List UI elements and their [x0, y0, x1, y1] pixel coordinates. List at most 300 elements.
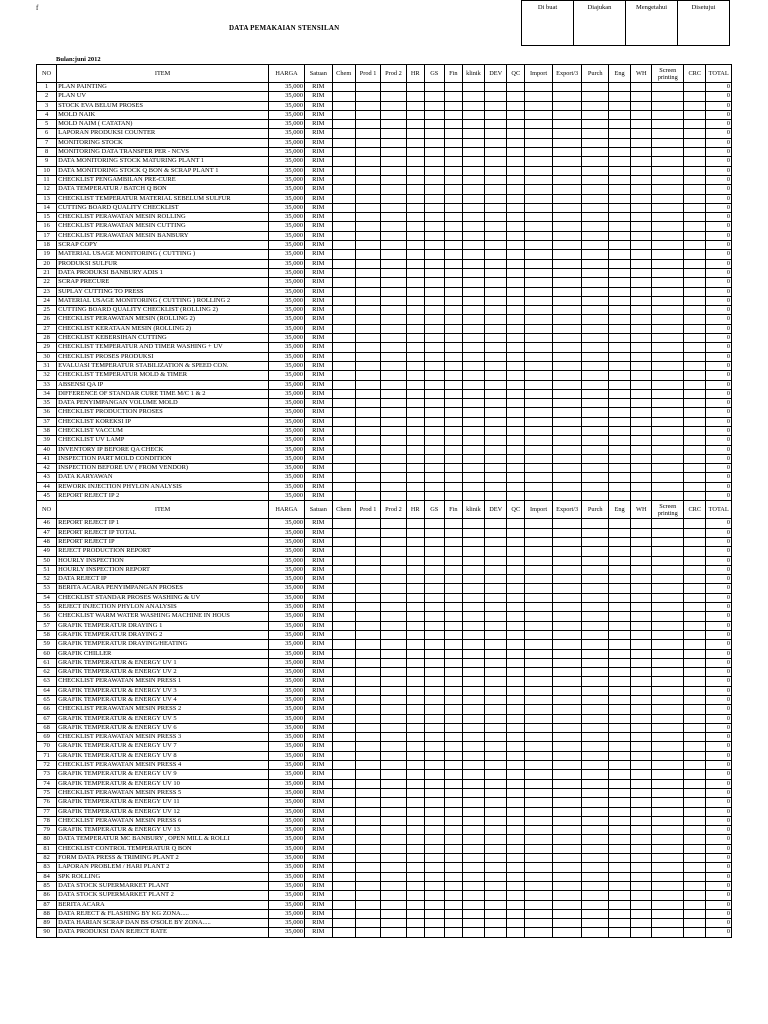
department-cell — [652, 231, 684, 240]
department-cell — [424, 751, 444, 760]
department-cell — [631, 696, 652, 705]
department-cell — [406, 603, 424, 612]
department-cell — [406, 194, 424, 203]
department-cell — [381, 807, 406, 816]
department-cell — [684, 138, 706, 147]
department-cell — [406, 222, 424, 231]
total-cell: 0 — [706, 723, 732, 732]
department-cell — [355, 696, 380, 705]
department-cell — [631, 844, 652, 853]
department-cell — [462, 919, 484, 928]
table-row — [37, 835, 732, 844]
department-cell — [525, 742, 553, 751]
department-cell — [424, 723, 444, 732]
department-cell — [608, 928, 630, 937]
department-cell — [381, 473, 406, 482]
table-row — [37, 213, 732, 222]
department-cell — [652, 194, 684, 203]
department-cell — [444, 324, 462, 333]
department-cell — [525, 658, 553, 667]
department-cell — [485, 816, 507, 825]
department-cell — [355, 138, 380, 147]
column-header: Screen printing — [652, 501, 684, 519]
unit-cell: RIM — [305, 621, 333, 630]
department-cell — [507, 101, 525, 110]
department-cell — [406, 380, 424, 389]
department-cell — [485, 705, 507, 714]
department-cell — [444, 612, 462, 621]
department-cell — [424, 334, 444, 343]
department-cell — [525, 129, 553, 138]
department-cell — [582, 798, 608, 807]
unit-cell: RIM — [305, 686, 333, 695]
department-cell — [332, 389, 355, 398]
department-cell — [332, 492, 355, 501]
department-cell — [355, 399, 380, 408]
department-cell — [406, 157, 424, 166]
department-cell — [608, 380, 630, 389]
department-cell — [485, 881, 507, 890]
department-cell — [582, 556, 608, 565]
department-cell — [507, 900, 525, 909]
item-name: CHECKLIST PERAWATAN MESIN ROLLING — [57, 213, 269, 222]
price-cell: 35,000 — [269, 788, 305, 797]
table-row — [37, 751, 732, 760]
department-cell — [608, 547, 630, 556]
department-cell — [424, 779, 444, 788]
department-cell — [381, 445, 406, 454]
department-cell — [406, 343, 424, 352]
department-cell — [552, 770, 582, 779]
department-cell — [355, 630, 380, 639]
department-cell — [485, 334, 507, 343]
department-cell — [381, 798, 406, 807]
department-cell — [406, 816, 424, 825]
department-cell — [684, 371, 706, 380]
row-number: 62 — [37, 668, 57, 677]
column-header: TOTAL — [706, 65, 732, 83]
department-cell — [444, 863, 462, 872]
department-cell — [507, 231, 525, 240]
price-cell: 35,000 — [269, 909, 305, 918]
item-name: GRAFIK TEMPERATUR & ENERGY UV 4 — [57, 696, 269, 705]
document-title: DATA PEMAKAIAN STENSILAN — [229, 24, 340, 32]
department-cell — [525, 306, 553, 315]
department-cell — [355, 742, 380, 751]
department-cell — [424, 770, 444, 779]
department-cell — [631, 436, 652, 445]
department-cell — [684, 779, 706, 788]
department-cell — [406, 891, 424, 900]
total-cell: 0 — [706, 445, 732, 454]
department-cell — [582, 241, 608, 250]
department-cell — [406, 640, 424, 649]
department-cell — [631, 900, 652, 909]
unit-cell: RIM — [305, 612, 333, 621]
department-cell — [552, 278, 582, 287]
department-cell — [608, 556, 630, 565]
department-cell — [355, 770, 380, 779]
department-cell — [332, 259, 355, 268]
department-cell — [462, 296, 484, 305]
department-cell — [652, 138, 684, 147]
total-cell: 0 — [706, 835, 732, 844]
department-cell — [424, 361, 444, 370]
price-cell: 35,000 — [269, 696, 305, 705]
column-header: Satuan — [305, 65, 333, 83]
department-cell — [485, 241, 507, 250]
department-cell — [332, 919, 355, 928]
department-cell — [552, 241, 582, 250]
row-number: 17 — [37, 231, 57, 240]
department-cell — [631, 686, 652, 695]
department-cell — [406, 798, 424, 807]
department-cell — [485, 352, 507, 361]
department-cell — [332, 807, 355, 816]
department-cell — [462, 779, 484, 788]
price-cell: 35,000 — [269, 928, 305, 937]
column-header: Fin — [444, 501, 462, 519]
department-cell — [582, 138, 608, 147]
department-cell — [684, 250, 706, 259]
department-cell — [652, 343, 684, 352]
department-cell — [485, 668, 507, 677]
department-cell — [406, 807, 424, 816]
table-row — [37, 185, 732, 194]
department-cell — [462, 315, 484, 324]
table-row — [37, 891, 732, 900]
total-cell: 0 — [706, 919, 732, 928]
department-cell — [507, 315, 525, 324]
department-cell — [424, 863, 444, 872]
table-row — [37, 175, 732, 184]
total-cell: 0 — [706, 593, 732, 602]
price-cell: 35,000 — [269, 593, 305, 602]
department-cell — [406, 668, 424, 677]
total-cell: 0 — [706, 816, 732, 825]
row-number: 57 — [37, 621, 57, 630]
department-cell — [652, 872, 684, 881]
department-cell — [485, 872, 507, 881]
department-cell — [332, 426, 355, 435]
row-number: 21 — [37, 268, 57, 277]
column-header: NO — [37, 501, 57, 519]
department-cell — [355, 751, 380, 760]
department-cell — [582, 83, 608, 92]
department-cell — [684, 120, 706, 129]
department-cell — [332, 733, 355, 742]
price-cell: 35,000 — [269, 779, 305, 788]
department-cell — [552, 788, 582, 797]
department-cell — [444, 677, 462, 686]
department-cell — [652, 482, 684, 491]
department-cell — [485, 742, 507, 751]
item-name: CHECKLIST PERAWATAN MESIN PRESS 6 — [57, 816, 269, 825]
department-cell — [485, 222, 507, 231]
unit-cell: RIM — [305, 556, 333, 565]
department-cell — [631, 556, 652, 565]
department-cell — [652, 278, 684, 287]
department-cell — [485, 315, 507, 324]
total-cell: 0 — [706, 231, 732, 240]
department-cell — [525, 881, 553, 890]
department-cell — [552, 231, 582, 240]
department-cell — [552, 816, 582, 825]
row-number: 13 — [37, 194, 57, 203]
department-cell — [608, 334, 630, 343]
department-cell — [424, 166, 444, 175]
department-cell — [684, 454, 706, 463]
department-cell — [507, 537, 525, 546]
department-cell — [652, 380, 684, 389]
column-header: NO — [37, 65, 57, 83]
department-cell — [684, 482, 706, 491]
unit-cell: RIM — [305, 492, 333, 501]
department-cell — [355, 222, 380, 231]
department-cell — [684, 408, 706, 417]
department-cell — [444, 705, 462, 714]
department-cell — [462, 138, 484, 147]
department-cell — [525, 603, 553, 612]
department-cell — [552, 686, 582, 695]
department-cell — [684, 361, 706, 370]
unit-cell: RIM — [305, 371, 333, 380]
department-cell — [485, 185, 507, 194]
column-header: Eng — [608, 501, 630, 519]
row-number: 24 — [37, 296, 57, 305]
department-cell — [631, 537, 652, 546]
department-cell — [582, 454, 608, 463]
price-cell: 35,000 — [269, 705, 305, 714]
department-cell — [332, 445, 355, 454]
department-cell — [406, 101, 424, 110]
department-cell — [507, 788, 525, 797]
department-cell — [684, 733, 706, 742]
row-number: 45 — [37, 492, 57, 501]
department-cell — [608, 492, 630, 501]
department-cell — [424, 120, 444, 129]
department-cell — [525, 492, 553, 501]
item-name: CHECKLIST PERAWATAN MESIN (ROLLING 2) — [57, 315, 269, 324]
department-cell — [608, 584, 630, 593]
item-name: CHECKLIST PERAWATAN MESIN PRESS 4 — [57, 761, 269, 770]
department-cell — [424, 389, 444, 398]
department-cell — [507, 371, 525, 380]
department-cell — [552, 110, 582, 119]
department-cell — [332, 798, 355, 807]
unit-cell: RIM — [305, 909, 333, 918]
department-cell — [631, 166, 652, 175]
department-cell — [462, 640, 484, 649]
department-cell — [462, 556, 484, 565]
department-cell — [507, 696, 525, 705]
department-cell — [608, 92, 630, 101]
total-cell: 0 — [706, 714, 732, 723]
department-cell — [552, 909, 582, 918]
department-cell — [424, 798, 444, 807]
department-cell — [652, 389, 684, 398]
department-cell — [485, 445, 507, 454]
price-cell: 35,000 — [269, 259, 305, 268]
department-cell — [444, 464, 462, 473]
department-cell — [525, 919, 553, 928]
department-cell — [582, 630, 608, 639]
department-cell — [444, 473, 462, 482]
department-cell — [444, 872, 462, 881]
department-cell — [684, 919, 706, 928]
row-number: 29 — [37, 343, 57, 352]
department-cell — [525, 166, 553, 175]
department-cell — [444, 603, 462, 612]
department-cell — [684, 334, 706, 343]
unit-cell: RIM — [305, 241, 333, 250]
unit-cell: RIM — [305, 575, 333, 584]
price-cell: 35,000 — [269, 287, 305, 296]
department-cell — [444, 844, 462, 853]
department-cell — [485, 686, 507, 695]
department-cell — [462, 788, 484, 797]
department-cell — [608, 565, 630, 574]
department-cell — [525, 686, 553, 695]
department-cell — [631, 881, 652, 890]
department-cell — [652, 417, 684, 426]
department-cell — [631, 241, 652, 250]
department-cell — [608, 621, 630, 630]
total-cell: 0 — [706, 696, 732, 705]
department-cell — [485, 844, 507, 853]
department-cell — [381, 361, 406, 370]
department-cell — [507, 919, 525, 928]
department-cell — [552, 630, 582, 639]
department-cell — [381, 324, 406, 333]
price-cell: 35,000 — [269, 185, 305, 194]
department-cell — [462, 537, 484, 546]
department-cell — [424, 900, 444, 909]
department-cell — [332, 315, 355, 324]
item-name: ABSENSI QA IP — [57, 380, 269, 389]
total-cell: 0 — [706, 361, 732, 370]
department-cell — [507, 83, 525, 92]
department-cell — [552, 296, 582, 305]
department-cell — [424, 454, 444, 463]
item-name: GRAFIK TEMPERATUR & ENERGY UV 2 — [57, 668, 269, 677]
department-cell — [444, 315, 462, 324]
department-cell — [332, 334, 355, 343]
department-cell — [608, 454, 630, 463]
total-cell: 0 — [706, 854, 732, 863]
department-cell — [631, 649, 652, 658]
department-cell — [652, 733, 684, 742]
department-cell — [684, 565, 706, 574]
department-cell — [485, 547, 507, 556]
department-cell — [444, 454, 462, 463]
department-cell — [485, 612, 507, 621]
department-cell — [381, 519, 406, 528]
department-cell — [332, 436, 355, 445]
department-cell — [462, 473, 484, 482]
department-cell — [424, 343, 444, 352]
department-cell — [684, 519, 706, 528]
department-cell — [652, 203, 684, 212]
column-header: Purch — [582, 501, 608, 519]
department-cell — [552, 399, 582, 408]
price-cell: 35,000 — [269, 826, 305, 835]
department-cell — [424, 826, 444, 835]
department-cell — [355, 686, 380, 695]
department-cell — [355, 649, 380, 658]
department-cell — [381, 630, 406, 639]
item-name: GRAFIK TEMPERATUR & ENERGY UV 13 — [57, 826, 269, 835]
department-cell — [582, 612, 608, 621]
department-cell — [507, 268, 525, 277]
department-cell — [525, 705, 553, 714]
department-cell — [332, 891, 355, 900]
department-cell — [552, 334, 582, 343]
department-cell — [652, 928, 684, 937]
department-cell — [444, 575, 462, 584]
department-cell — [406, 519, 424, 528]
row-number: 80 — [37, 835, 57, 844]
department-cell — [552, 445, 582, 454]
column-header: Chem — [332, 501, 355, 519]
department-cell — [582, 788, 608, 797]
price-cell: 35,000 — [269, 92, 305, 101]
department-cell — [525, 779, 553, 788]
department-cell — [552, 482, 582, 491]
department-cell — [525, 361, 553, 370]
item-name: GRAFIK TEMPERATUR & ENERGY UV 3 — [57, 686, 269, 695]
department-cell — [381, 863, 406, 872]
item-name: SUPLAY CUTTING TO PRESS — [57, 287, 269, 296]
column-header: Eng — [608, 65, 630, 83]
department-cell — [507, 826, 525, 835]
department-cell — [507, 482, 525, 491]
table-row — [37, 668, 732, 677]
department-cell — [652, 584, 684, 593]
department-cell — [462, 658, 484, 667]
department-cell — [552, 389, 582, 398]
department-cell — [424, 556, 444, 565]
department-cell — [652, 352, 684, 361]
item-name: CHECKLIST PERAWATAN MESIN PRESS 2 — [57, 705, 269, 714]
row-number: 7 — [37, 138, 57, 147]
department-cell — [507, 630, 525, 639]
department-cell — [424, 222, 444, 231]
department-cell — [684, 175, 706, 184]
department-cell — [424, 241, 444, 250]
department-cell — [652, 798, 684, 807]
unit-cell: RIM — [305, 343, 333, 352]
department-cell — [631, 464, 652, 473]
department-cell — [631, 352, 652, 361]
total-cell: 0 — [706, 166, 732, 175]
department-cell — [406, 863, 424, 872]
item-name: INSPECTION PART MOLD CONDITION — [57, 454, 269, 463]
price-cell: 35,000 — [269, 612, 305, 621]
department-cell — [462, 909, 484, 918]
department-cell — [381, 287, 406, 296]
department-cell — [652, 761, 684, 770]
unit-cell: RIM — [305, 352, 333, 361]
department-cell — [608, 241, 630, 250]
department-cell — [462, 677, 484, 686]
department-cell — [424, 668, 444, 677]
row-number: 18 — [37, 241, 57, 250]
total-cell: 0 — [706, 891, 732, 900]
department-cell — [424, 909, 444, 918]
item-name: HOURLY INSPECTION — [57, 556, 269, 565]
department-cell — [462, 770, 484, 779]
